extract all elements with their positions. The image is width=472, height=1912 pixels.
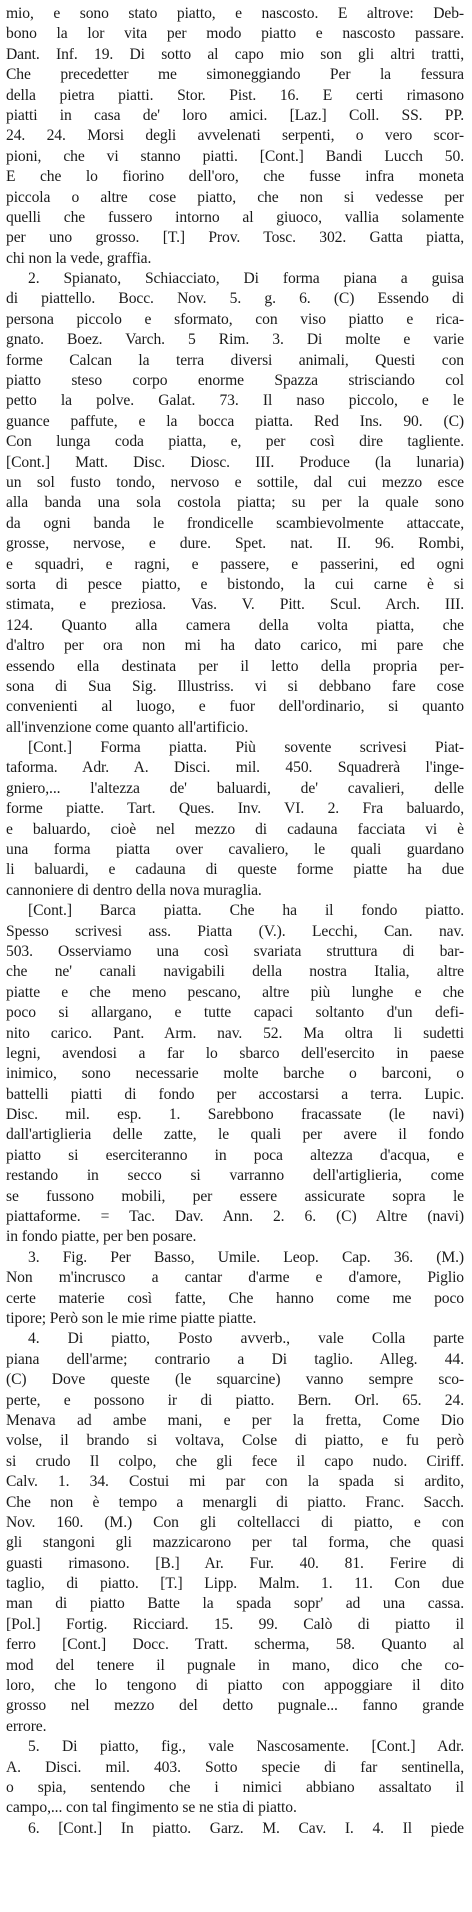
text-line: mod del tenere il pugnale in mano, dico che co- (6, 1656, 464, 1674)
text-line: sona di Sua Sig. Illustriss. vi si debbano fare cose (6, 677, 464, 695)
text-line: 3. Fig. Per Basso, Umile. Leop. Cap. 36. (M.) (28, 1248, 464, 1266)
text-line: piatte e che meno pescano, altre più lunghe e che (6, 983, 464, 1001)
text-line: si crudo Il colpo, che gli fece il capo nudo. Ciriff. (6, 1452, 464, 1470)
text-line: e squadri, e ragni, e passere, e passerini, ed ogni (6, 555, 464, 573)
text-line: persona piccolo e sformato, con viso piatto e rica- (6, 310, 464, 328)
text-line: Calv. 1. 34. Costui mi par con la spada si ardito, (6, 1473, 464, 1491)
text-line: volse, il brando si voltava, Colse di piatto, e fu però (6, 1432, 464, 1450)
text-line: perte, e possono ir di piatto. Bern. Orl. 65. 24. (6, 1391, 464, 1409)
text-line: Non m'incrusco a cantar d'arme e d'amore, Piglio (6, 1269, 464, 1287)
text-line: campo,... con tal fingimento se ne stia di piatto. (6, 1799, 297, 1817)
text-line: ferro [Cont.] Docc. Tratt. scherma, 58. Quanto al (6, 1636, 464, 1654)
text-line: essendo ella destinata per il letto della propria per- (6, 657, 464, 675)
text-line: cannoniere di dentro della nova muraglia. (6, 881, 262, 899)
text-line: [Cont.] Barca piatta. Che ha il fondo piatto. (28, 902, 464, 920)
text-line: Che precedetter me simoneggiando Per la fessura (6, 66, 464, 84)
text-line: 24. 24. Morsi degli avvelenati serpenti, o vero scor- (6, 127, 464, 145)
text-line: per uno grosso. [T.] Prov. Tosc. 302. Gatta piatta, (6, 229, 464, 247)
text-line: da ogni banda le frondicelle scambievolmente attaccate, (6, 514, 464, 532)
text-line: [Cont.] Matt. Disc. Diosc. III. Produce (la lunaria) (6, 453, 464, 471)
text-line: pioni, che vi stanno piatti. [Cont.] Bandi Lucch 50. (6, 147, 464, 165)
text-line: 4. Di piatto, Posto avverb., vale Colla parte (28, 1330, 464, 1348)
text-line: e baluardo, cioè nel mezzo di cadauna facciata vi è (6, 820, 464, 838)
text-line: 2. Spianato, Schiacciato, Di forma piana a guisa (28, 270, 464, 288)
text-line: 6. [Cont.] In piatto. Garz. M. Cav. I. 4. Il piede (28, 1819, 464, 1837)
text-line: all'invenzione come quanto all'artificio. (6, 718, 249, 736)
text-line: li baluardi, e cadauna di queste forme piatte ha due (6, 861, 464, 879)
text-line: legni, avendosi a far lo sbarco dell'esercito in paese (6, 1044, 464, 1062)
text-line: piccola o altre cose piatto, che non si vedesse per (6, 188, 464, 206)
text-line: Disc. mil. esp. 1. Sarebbono fracassate (le navi) (6, 1106, 464, 1124)
text-line: grosse, nervose, e dure. Spet. nat. II. 96. Rombi, (6, 535, 464, 553)
text-line: d'altro per ora non mi ha dato carico, mi pare che (6, 637, 464, 655)
text-line: taglio, di piatto. [T.] Lipp. Malm. 1. 11. Con due (6, 1575, 464, 1593)
text-line: bono la lor vita per modo piatto e nascosto passare. (6, 25, 464, 43)
text-line: gli stangoni gli mazzicarono per tal forma, che quasi (6, 1534, 464, 1552)
text-line: forme Calcan la terra diversi animali, Questi con (6, 351, 464, 369)
text-line: taforma. Adr. A. Disci. mil. 450. Squadrerà l'inge- (6, 759, 464, 777)
text-line: grosso nel mezzo del detto pugnale... fanno grande (6, 1697, 464, 1715)
text-line: dall'artiglieria delle zatte, le quali per avere il fondo (6, 1126, 464, 1144)
text-line: loro, che lo tengono di piatto con appoggiare il dito (6, 1677, 464, 1695)
text-line: [Cont.] Forma piatta. Più sovente scrivesi Piat- (28, 739, 464, 757)
text-line: Con lunga coda piatta, e, per così dire tagliente. (6, 433, 464, 451)
text-line: gniero,... l'altezza de' baluardi, de' cavalieri, delle (6, 779, 464, 797)
text-line: della pietra piatti. Stor. Pist. 16. E certi rimasono (6, 86, 464, 104)
text-line: mio, e sono stato piatto, e nascosto. E altrove: Deb- (6, 5, 464, 22)
text-line: chi non la vede, graffia. (6, 249, 152, 267)
text-line: gnato. Boez. Varch. 5 Rim. 3. Di molte e varie (6, 331, 464, 349)
text-line: se fussono mobili, per essere assicurate sopra le (6, 1187, 464, 1205)
text-line: 5. Di piatto, fig., vale Nascosamente. [Cont.] Adr. (28, 1738, 464, 1756)
text-line: nito carico. Pant. Arm. nav. 52. Ma oltra li sudetti (6, 1024, 464, 1042)
text-line: forme piatte. Tart. Ques. Inv. VI. 2. Fra baluardo, (6, 800, 464, 818)
text-line: che ne' canali navigabili della nostra Italia, altre (6, 963, 464, 981)
text-line: 124. Quanto alla camera della volta piatta, che (6, 616, 464, 634)
text-line: battelli piatti di fondo per accostarsi a terra. Lupic. (6, 1085, 464, 1103)
text-line: o spia, sentendo che i nimici abbiano assaltato il (6, 1778, 464, 1796)
text-line: Spesso scrivesi ass. Piatta (V.). Lecchi, Can. nav. (6, 922, 464, 940)
text-line: piattaforme. = Tac. Dav. Ann. 2. 6. (C) Altre (navi) (6, 1208, 464, 1226)
text-line: Nov. 160. (M.) Con gli coltellacci di piatto, e con (6, 1513, 464, 1531)
text-line: inimico, sono necessarie molte barche o barconi, o (6, 1065, 464, 1083)
text-line: piana dell'arme; contrario a Di taglio. Alleg. 44. (6, 1350, 464, 1368)
dictionary-page (6, 4, 464, 1839)
text-line: alla banda una sola costola piatta; su per la quale sono (6, 494, 464, 512)
text-line: A. Disci. mil. 403. Sotto specie di far sentinella, (6, 1758, 464, 1776)
text-line: [Pol.] Fortig. Ricciard. 15. 99. Calò di piatto il (6, 1615, 464, 1633)
text-line: 503. Osserviamo una così svariata struttura di bar- (6, 942, 464, 960)
text-line: in fondo piatte, per ben posare. (6, 1228, 197, 1246)
text-line: E che lo fiorino dell'oro, che fusse infra moneta (6, 168, 464, 186)
text-line: di piattello. Bocc. Nov. 5. g. 6. (C) Essendo di (6, 290, 464, 308)
text-line: guance paffute, e la bocca piatta. Red Ins. 90. (C) (6, 412, 464, 430)
text-line: piatto si eserciteranno in poca altezza d'acqua, e (6, 1146, 464, 1164)
text-line: man di piatto Batte la spada sopr' ad una cassa. (6, 1595, 464, 1613)
text-line: sorta di pesce piatto, e bistondo, la cui carne è si (6, 575, 464, 593)
text-line: Che non è tempo a menargli di piatto. Franc. Sacch. (6, 1493, 464, 1511)
text-line: certe materie così fatte, Che hanno come me poco (6, 1289, 464, 1307)
text-line: stimata, e preziosa. Vas. V. Pitt. Scul. Arch. III. (6, 596, 464, 614)
text-line: petto la polve. Galat. 73. Il naso piccolo, e le (6, 392, 464, 410)
text-line: tipore; Però son le mie rime piatte piatte. (6, 1310, 257, 1327)
text-line: piatto steso corpo enorme Spazza strisciando col (6, 372, 464, 390)
text-line: un sol fusto tondo, nervoso e sottile, dal cui mezzo esce (6, 473, 464, 491)
text-line: convenienti al luogo, e fuor dell'ordinario, si quanto (6, 698, 464, 716)
text-line: errore. (6, 1717, 47, 1735)
text-line: quelli che fussero intorno al giuoco, vallia solamente (6, 208, 464, 226)
text-line: Dant. Inf. 19. Di sotto al capo mio son gli altri tratti, (6, 45, 464, 63)
text-line: una forma piatta over cavaliero, le quali guardano (6, 841, 464, 859)
text-line: restando in secco si varranno dell'artiglieria, come (6, 1167, 464, 1185)
text-line: (C) Dove queste (le squarcine) vanno sempre sco- (6, 1371, 464, 1389)
text-line: Menava ad ambe mani, e per la fretta, Come Dio (6, 1411, 464, 1429)
text-line: poco si allargano, e tutte capaci soltanto d'un defi- (6, 1004, 464, 1022)
text-line: piatti in casa de' loro amici. [Laz.] Coll. SS. PP. (6, 106, 464, 124)
text-line: guasti rimasono. [B.] Ar. Fur. 40. 81. Ferire di (6, 1554, 464, 1572)
